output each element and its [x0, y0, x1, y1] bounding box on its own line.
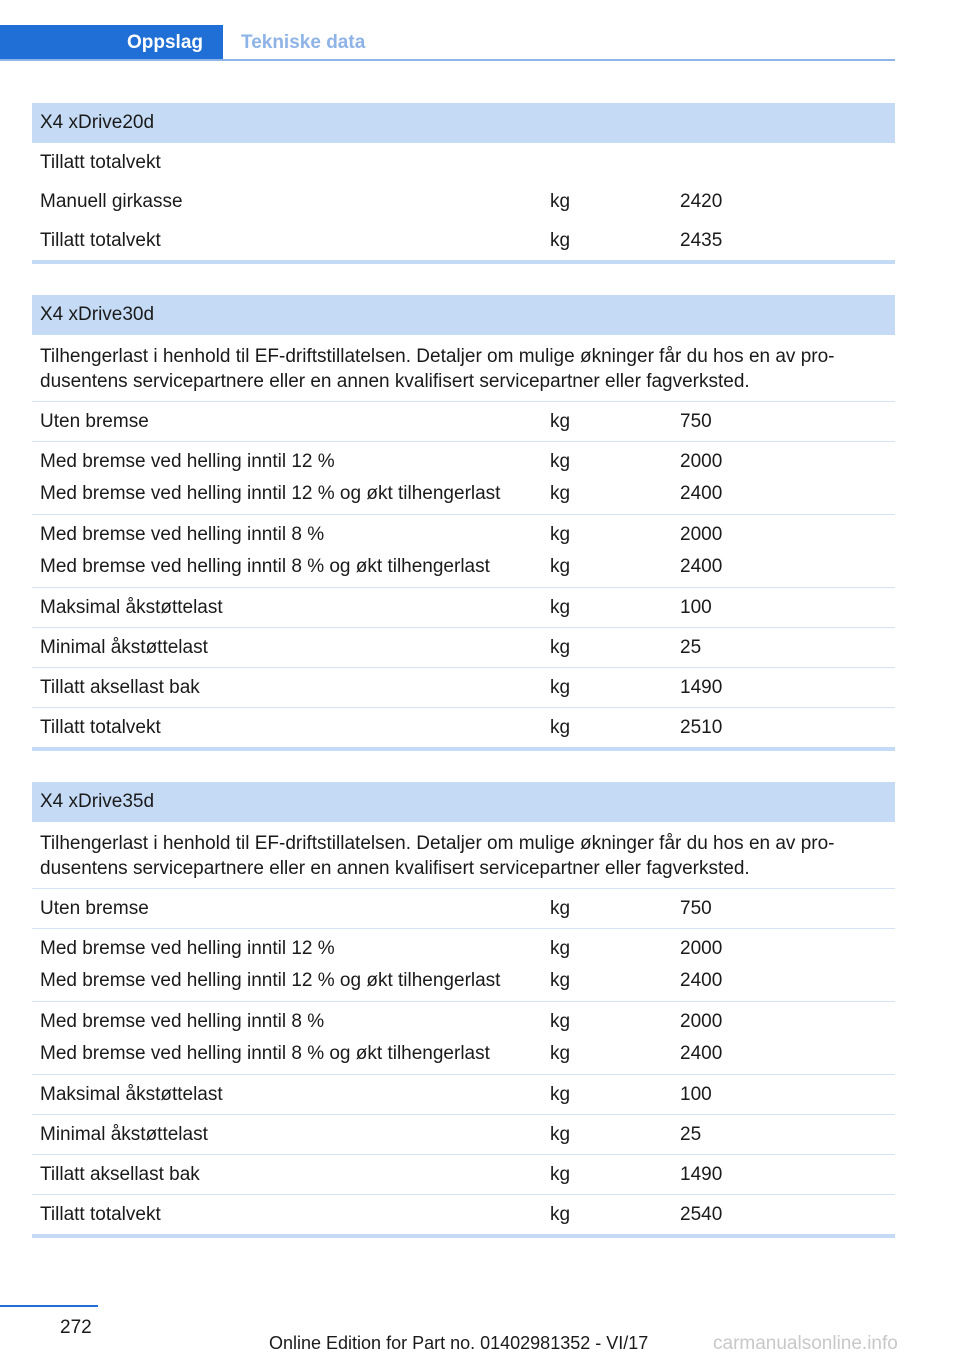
table-row: [32, 708, 895, 750]
row-value: [680, 143, 895, 182]
row-value: 2510: [680, 708, 895, 750]
row-unit: [550, 143, 680, 182]
row-label: Maksimal åkstøttelast: [32, 1075, 550, 1115]
table-row: [32, 1195, 895, 1237]
row-value: 2435: [680, 221, 895, 262]
row-label: Tillatt totalvekt: [32, 708, 550, 750]
row-label: Med bremse ved helling inntil 12 %: [40, 938, 335, 959]
row-label: Tillatt totalvekt: [32, 221, 550, 262]
row-value: 100: [680, 1075, 895, 1115]
header-rule: [0, 59, 895, 61]
footer-rule: [0, 1305, 98, 1307]
row-label: Minimal åkstøttelast: [32, 628, 550, 668]
watermark: carmanualsonline.info: [713, 1333, 898, 1354]
row-value: 2540: [680, 1195, 895, 1237]
row-label: Manuell girkasse: [40, 191, 183, 212]
row-value: 2400: [680, 1043, 723, 1064]
row-unit: kg: [550, 938, 571, 959]
spec-table-xdrive30d: [32, 295, 895, 751]
table-row: [32, 182, 895, 221]
table-row: [32, 1115, 895, 1155]
row-label: Med bremse ved helling inntil 8 %: [40, 524, 325, 545]
row-label: Med bremse ved helling inntil 12 % og økt tilhengerlast: [40, 970, 501, 991]
spec-table-xdrive20d: [32, 103, 895, 264]
row-value: 25: [680, 628, 895, 668]
tab-oppslag[interactable]: Oppslag: [0, 25, 223, 61]
row-value: 2400: [680, 970, 723, 991]
row-unit: kg: [550, 1011, 571, 1032]
row-value: 2000: [680, 938, 723, 959]
row-value: 2000: [680, 524, 723, 545]
row-value: 2420: [680, 191, 723, 212]
table-row: [32, 668, 895, 708]
row-value: 2400: [680, 483, 723, 504]
row-unit: kg: [550, 889, 680, 929]
row-unit: kg: [550, 708, 680, 750]
row-unit: kg: [550, 1043, 571, 1064]
row-unit: kg: [550, 1115, 680, 1155]
row-value: 750: [680, 402, 895, 442]
row-value: 750: [680, 889, 895, 929]
row-unit: kg: [550, 1195, 680, 1237]
row-unit: kg: [550, 970, 571, 991]
row-label: Uten bremse: [32, 402, 550, 442]
table-row-group: [32, 1002, 895, 1075]
row-label: Med bremse ved helling inntil 8 % og økt tilhengerlast: [40, 1043, 490, 1064]
row-label: Med bremse ved helling inntil 12 % og økt tilhengerlast: [40, 483, 501, 504]
row-unit: kg: [550, 1155, 680, 1195]
table-row: [32, 143, 895, 182]
row-label: Med bremse ved helling inntil 12 %: [40, 451, 335, 472]
table-row: [32, 1075, 895, 1115]
row-unit: kg: [550, 588, 680, 628]
table-row: [32, 889, 895, 929]
table-row-group: [32, 442, 895, 515]
spec-table-xdrive35d: [32, 782, 895, 1238]
row-unit: kg: [550, 402, 680, 442]
table-row: [32, 1155, 895, 1195]
row-label: Tillatt totalvekt: [32, 1195, 550, 1237]
row-label: Uten bremse: [32, 889, 550, 929]
table-title: X4 xDrive35d: [32, 782, 895, 822]
row-value: 2000: [680, 451, 723, 472]
table-note: Tilhengerlast i henhold til EF-driftstillatelsen. Detaljer om mulige økninger får du hos en av pro-dusentens servicepartnere eller en annen kvalifisert servicepartner eller fagverksted.: [40, 346, 835, 392]
table-row: [32, 221, 895, 262]
row-value: 2400: [680, 556, 723, 577]
table-row-group: [32, 515, 895, 588]
row-value: 2000: [680, 1011, 723, 1032]
row-unit: kg: [550, 191, 571, 212]
table-title: X4 xDrive30d: [32, 295, 895, 335]
table-title: X4 xDrive20d: [32, 103, 895, 143]
table-note: Tilhengerlast i henhold til EF-driftstillatelsen. Detaljer om mulige økninger får du hos en av pro-dusentens servicepartnere eller en annen kvalifisert servicepartner eller fagverksted.: [40, 833, 835, 879]
row-unit: kg: [550, 221, 680, 262]
row-label: Med bremse ved helling inntil 8 %: [40, 1011, 325, 1032]
table-row: [32, 588, 895, 628]
row-unit: kg: [550, 556, 571, 577]
page-number: 272: [60, 1317, 92, 1338]
table-row: [32, 402, 895, 442]
row-unit: kg: [550, 1075, 680, 1115]
row-unit: kg: [550, 483, 571, 504]
row-unit: kg: [550, 451, 571, 472]
row-label: Med bremse ved helling inntil 8 % og økt tilhengerlast: [40, 556, 490, 577]
tab-tekniske-data[interactable]: Tekniske data: [241, 32, 366, 53]
row-label: Tillatt aksellast bak: [32, 1155, 550, 1195]
row-label: Tillatt aksellast bak: [32, 668, 550, 708]
edition-text: Online Edition for Part no. 01402981352 - VI/17: [269, 1333, 649, 1353]
row-value: 1490: [680, 1155, 895, 1195]
row-value: 1490: [680, 668, 895, 708]
row-unit: kg: [550, 628, 680, 668]
row-label: Maksimal åkstøttelast: [32, 588, 550, 628]
row-value: 25: [680, 1115, 895, 1155]
row-label: Tillatt totalvekt: [40, 152, 161, 173]
spec-tables: [32, 103, 895, 1269]
row-label: Minimal åkstøttelast: [32, 1115, 550, 1155]
row-unit: kg: [550, 524, 571, 545]
page-header: [0, 25, 895, 61]
row-unit: kg: [550, 668, 680, 708]
table-row-group: [32, 929, 895, 1002]
row-value: 100: [680, 588, 895, 628]
table-row: [32, 628, 895, 668]
